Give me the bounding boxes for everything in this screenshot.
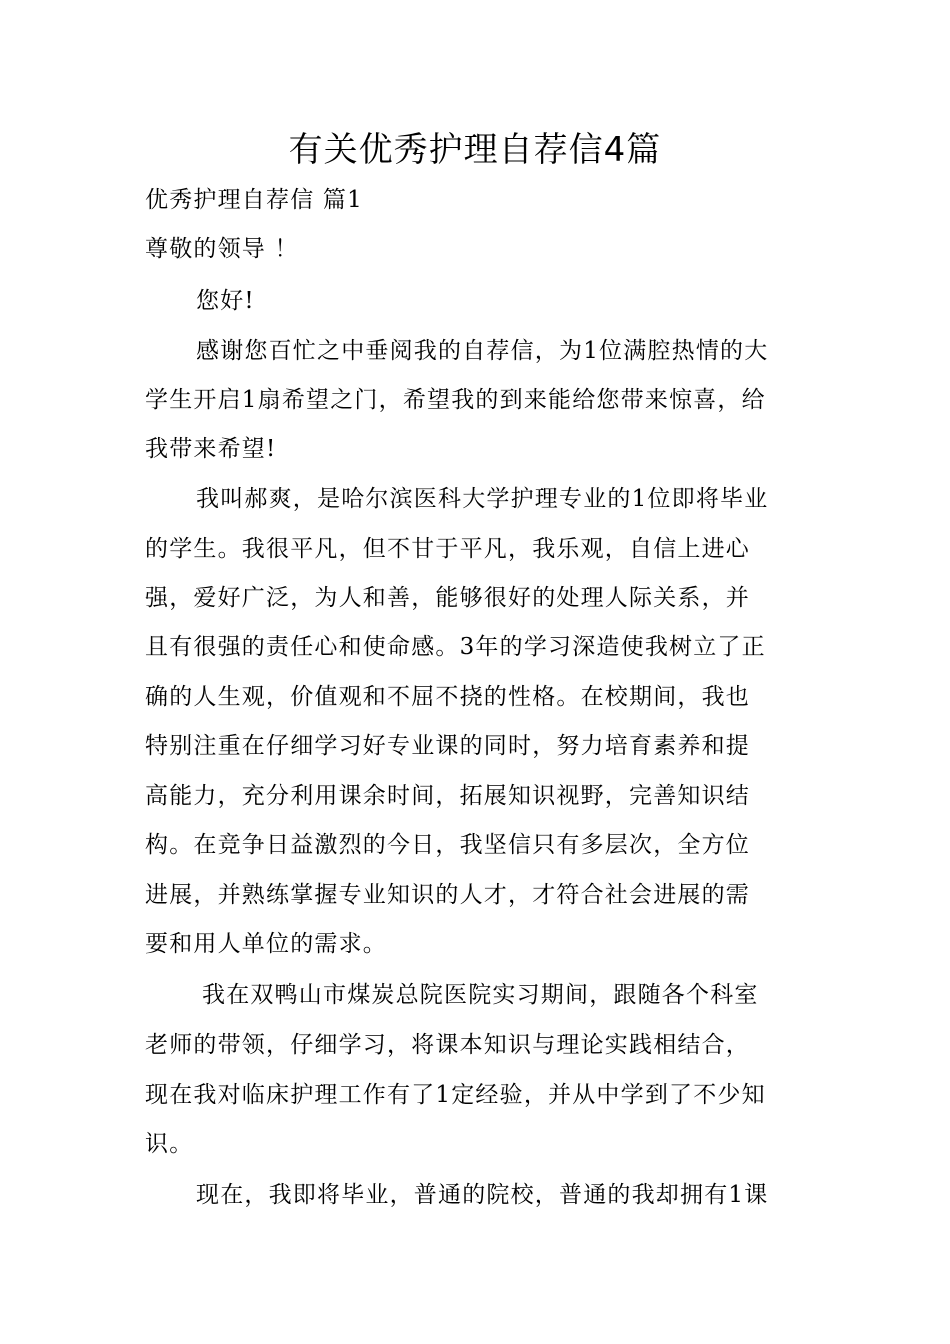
paragraph-2-line-1: 我叫郝爽，是哈尔滨医科大学护理专业的1位即将毕业 <box>196 486 769 512</box>
paragraph-2-line-10: 要和用人单位的需求。 <box>145 931 387 957</box>
section-heading: 优秀护理自荐信 篇1 <box>145 187 363 213</box>
greeting: 您好! <box>196 288 255 314</box>
paragraph-3-line-3: 现在我对临床护理工作有了1定经验，并从中学到了不少知 <box>145 1082 766 1108</box>
paragraph-2-line-7: 高能力，充分利用课余时间，拓展知识视野，完善知识结 <box>145 783 750 809</box>
document-title: 有关优秀护理自荐信4篇 <box>288 130 662 170</box>
paragraph-1-line-1: 感谢您百忙之中垂阅我的自荐信，为1位满腔热情的大 <box>196 338 769 364</box>
paragraph-2-line-8: 构。在竞争日益激烈的今日，我坚信只有多层次，全方位 <box>145 832 750 858</box>
salutation: 尊敬的领导 ！ <box>145 236 299 262</box>
paragraph-3-line-4: 识。 <box>145 1131 194 1157</box>
paragraph-2-line-2: 的学生。我很平凡，但不甘于平凡，我乐观，自信上进心 <box>145 536 750 562</box>
paragraph-3-line-1: 我在双鸭山市煤炭总院医院实习期间，跟随各个科室 <box>202 982 759 1008</box>
paragraph-2-line-3: 强，爱好广泛，为人和善，能够很好的处理人际关系，并 <box>145 585 750 611</box>
paragraph-2-line-5: 确的人生观，价值观和不屈不挠的性格。在校期间，我也 <box>145 684 750 710</box>
paragraph-1-line-2: 学生开启1扇希望之门，希望我的到来能给您带来惊喜，给 <box>145 387 766 413</box>
paragraph-1-line-3: 我带来希望! <box>145 436 277 462</box>
paragraph-4-line-1: 现在，我即将毕业，普通的院校，普通的我却拥有1课 <box>196 1182 769 1208</box>
paragraph-3-line-2: 老师的带领，仔细学习，将课本知识与理论实践相结合， <box>145 1032 750 1058</box>
paragraph-2-line-9: 进展，并熟练掌握专业知识的人才，才符合社会进展的需 <box>145 882 750 908</box>
paragraph-2-line-6: 特别注重在仔细学习好专业课的同时，努力培育素养和提 <box>145 733 750 759</box>
paragraph-2-line-4: 且有很强的责任心和使命感。3年的学习深造使我树立了正 <box>145 634 766 660</box>
